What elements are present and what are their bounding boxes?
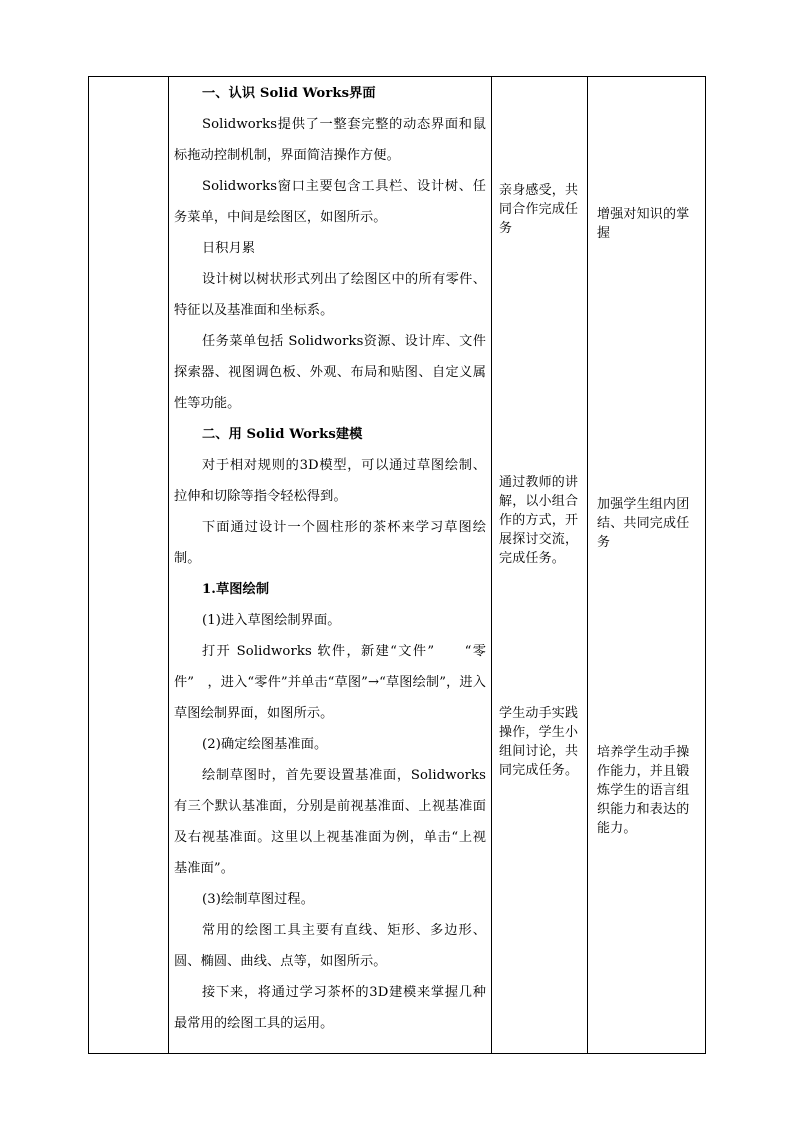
section-heading: 1.草图绘制 <box>202 582 270 597</box>
content-paragraph: Solidworks窗口主要包含工具栏、设计树、任务菜单，中间是绘图区，如图所示。 <box>174 179 486 225</box>
student-activity-column <box>491 77 587 1053</box>
teaching-content-column <box>169 77 490 1053</box>
activity-text: 亲身感受，共同合作完成任务 <box>499 183 579 236</box>
content-paragraph: 设计树以树状形式列出了绘图区中的所有零件、特征以及基准面和坐标系。 <box>174 272 486 318</box>
intent-text: 培养学生动手操作能力，并且锻炼学生的语言组织能力和表达的能力。 <box>597 745 690 836</box>
content-paragraph: (2)确定绘图基准面。 <box>202 737 328 752</box>
content-paragraph: (3)绘制草图过程。 <box>202 892 314 907</box>
intent-text: 增强对知识的掌握 <box>597 207 690 241</box>
content-paragraph: 绘制草图时，首先要设置基准面，Solidworks有三个默认基准面，分别是前视基准面、上视基准面及右视基准面。这里以上视基准面为例，单击“上视基准面”。 <box>174 768 486 876</box>
content-paragraph: 任务菜单包括 Solidworks资源、设计库、文件探索器、视图调色板、外观、布局和贴图、自定义属性等功能。 <box>174 334 486 411</box>
content-paragraph: 常用的绘图工具主要有直线、矩形、多边形、圆、椭圆、曲线、点等，如图所示。 <box>174 923 486 969</box>
content-paragraph: 对于相对规则的3D模型，可以通过草图绘制、拉伸和切除等指令轻松得到。 <box>174 458 486 504</box>
intent-text: 加强学生组内团结、共同完成任务 <box>597 497 690 550</box>
section-heading: 二、用 Solid Works建模 <box>202 427 363 442</box>
activity-text: 通过教师的讲解，以小组合作的方式，开展探讨交流，完成任务。 <box>499 475 579 566</box>
activity-text: 学生动手实践操作，学生小组间讨论，共同完成任务。 <box>499 706 579 778</box>
lesson-plan-table <box>88 76 706 1054</box>
section-heading: 一、认识 Solid Works界面 <box>202 86 376 101</box>
content-paragraph: 打开 Solidworks 软件，新建“文件” “零件” ，进入“零件”并单击“草图”→“草图绘制”，进入草图绘制界面，如图所示。 <box>174 644 486 721</box>
content-paragraph: (1)进入草图绘制界面。 <box>202 613 341 628</box>
design-intent-column <box>587 77 706 1053</box>
content-paragraph: 接下来，将通过学习茶杯的3D建模来掌握几种最常用的绘图工具的运用。 <box>174 985 486 1031</box>
content-paragraph: 下面通过设计一个圆柱形的茶杯来学习草图绘制。 <box>174 520 486 566</box>
content-paragraph: Solidworks提供了一整套完整的动态界面和鼠标拖动控制机制，界面简洁操作方便。 <box>174 117 486 163</box>
content-paragraph: 日积月累 <box>202 241 256 256</box>
